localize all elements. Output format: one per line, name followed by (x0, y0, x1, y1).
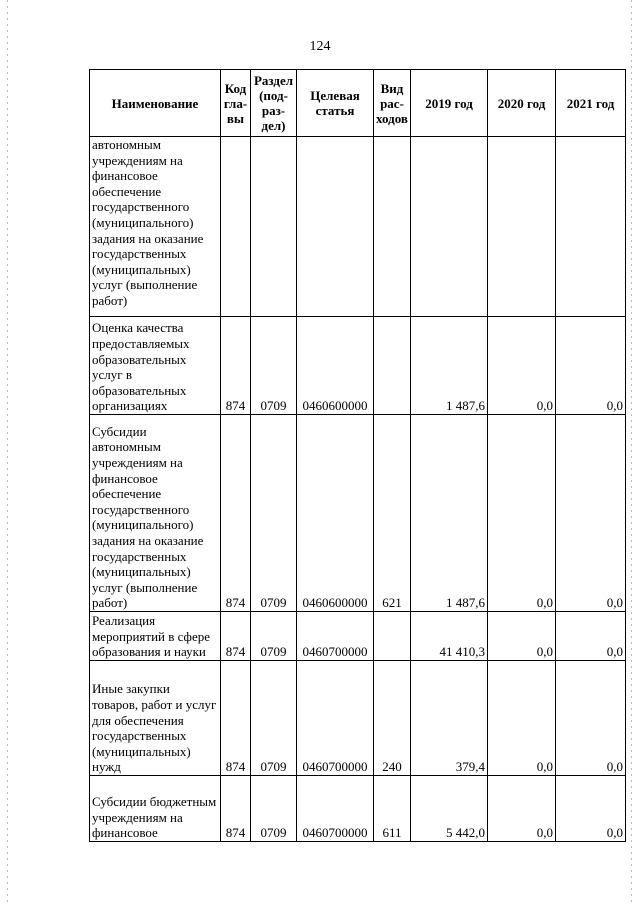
row-name: автономным учреждениям на финансовое обеспечение государственного (муниципального) задания на оказание государственных (муниципальных) услуг (выполнение работ) (90, 137, 221, 317)
row-2020 (488, 137, 556, 317)
row-2021: 0,0 (556, 776, 626, 842)
row-expense (374, 317, 411, 415)
row-article: 0460600000 (297, 317, 374, 415)
row-name: Субсидии бюджетным учреждениям на финансовое (90, 776, 221, 842)
budget-table (89, 69, 626, 842)
header-year-2020: 2020 год (488, 70, 556, 137)
row-article: 0460700000 (297, 661, 374, 776)
left-scan-edge (7, 0, 8, 905)
row-chapter: 874 (221, 612, 251, 661)
header-year-2019: 2019 год (411, 70, 488, 137)
header-name: Наименование (90, 70, 221, 137)
row-name: Иные закупки товаров, работ и услуг для обеспечения государственных (муниципальных) нужд (90, 661, 221, 776)
header-year-2021: 2021 год (556, 70, 626, 137)
row-expense: 621 (374, 415, 411, 612)
row-expense (374, 612, 411, 661)
row-section (251, 137, 297, 317)
row-article: 0460600000 (297, 415, 374, 612)
row-section: 0709 (251, 776, 297, 842)
header-expense-type: Вид рас- ходов (374, 70, 411, 137)
table-row (90, 317, 626, 415)
page-number: 124 (309, 39, 331, 54)
row-article: 0460700000 (297, 776, 374, 842)
row-article (297, 137, 374, 317)
row-2019: 379,4 (411, 661, 488, 776)
row-section: 0709 (251, 612, 297, 661)
row-2020: 0,0 (488, 612, 556, 661)
row-2021: 0,0 (556, 661, 626, 776)
row-name: Оценка качества предоставляемых образовательных услуг в образовательных организациях (90, 317, 221, 415)
row-name: Реализация мероприятий в сфере образования и науки (90, 612, 221, 661)
table-row (90, 776, 626, 842)
row-2019: 5 442,0 (411, 776, 488, 842)
row-2019: 1 487,6 (411, 317, 488, 415)
row-2020: 0,0 (488, 776, 556, 842)
row-expense (374, 137, 411, 317)
row-2019 (411, 137, 488, 317)
table-row (90, 415, 626, 612)
row-2020: 0,0 (488, 415, 556, 612)
row-expense: 240 (374, 661, 411, 776)
row-chapter: 874 (221, 415, 251, 612)
row-section: 0709 (251, 661, 297, 776)
row-expense: 611 (374, 776, 411, 842)
table-row (90, 661, 626, 776)
row-section: 0709 (251, 317, 297, 415)
row-chapter: 874 (221, 776, 251, 842)
table-header (90, 70, 626, 137)
row-chapter: 874 (221, 317, 251, 415)
header-target-article: Целевая статья (297, 70, 374, 137)
row-article: 0460700000 (297, 612, 374, 661)
row-2020: 0,0 (488, 317, 556, 415)
row-chapter (221, 137, 251, 317)
row-2019: 1 487,6 (411, 415, 488, 612)
row-2019: 41 410,3 (411, 612, 488, 661)
row-2021 (556, 137, 626, 317)
row-chapter: 874 (221, 661, 251, 776)
row-2021: 0,0 (556, 317, 626, 415)
right-scan-edge (631, 0, 632, 905)
row-name: Субсидии автономным учреждениям на финансовое обеспечение государственного (муниципального) задания на оказание государственных (муниципальных) услуг (выполнение работ) (90, 415, 221, 612)
header-section: Раздел (под- раз- дел) (251, 70, 297, 137)
header-chapter-code: Код гла- вы (221, 70, 251, 137)
table-row (90, 137, 626, 317)
row-section: 0709 (251, 415, 297, 612)
row-2021: 0,0 (556, 415, 626, 612)
row-2020: 0,0 (488, 661, 556, 776)
table-row (90, 612, 626, 661)
row-2021: 0,0 (556, 612, 626, 661)
